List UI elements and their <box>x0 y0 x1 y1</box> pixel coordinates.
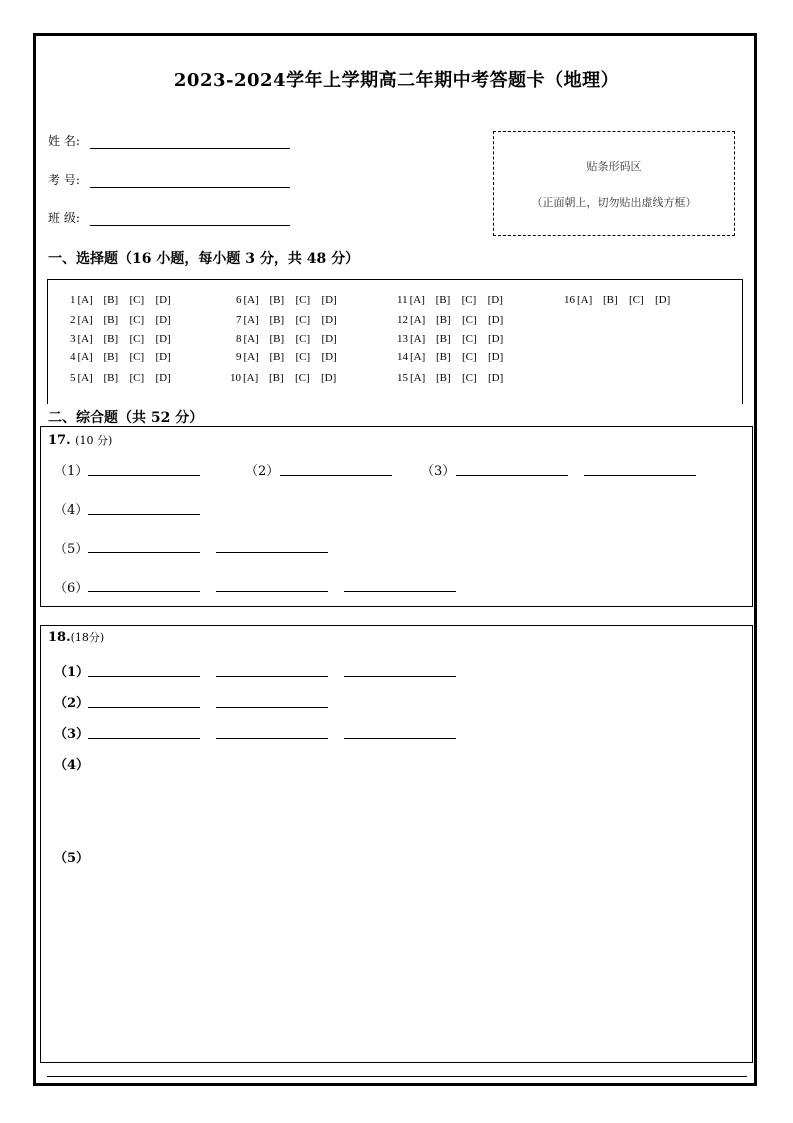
option-a[interactable]: [A] <box>243 372 259 384</box>
q17-part6-blank[interactable] <box>88 591 200 592</box>
option-b[interactable]: [B] <box>435 294 451 306</box>
option-c[interactable]: [C] <box>295 333 311 345</box>
option-b[interactable]: [B] <box>436 314 451 326</box>
option-b[interactable]: [B] <box>269 333 285 345</box>
q17-part5-blank[interactable] <box>216 552 328 553</box>
class-row <box>48 209 290 226</box>
option-d[interactable]: [D] <box>655 294 671 306</box>
q18-part1-blank[interactable] <box>344 676 456 677</box>
mc-question: 16 [A] [B] [C] [D] <box>564 294 681 306</box>
option-d[interactable]: [D] <box>155 351 171 363</box>
option-d[interactable]: [D] <box>321 351 337 363</box>
mc-question: 11 [A] [B] [C] [D] <box>397 294 514 306</box>
mc-question: 2 [A] [B] [C] [D] <box>70 314 182 326</box>
q18-part3-blank[interactable] <box>216 738 328 739</box>
mc-question: 3 [A] [B] [C] [D] <box>70 333 182 345</box>
q18-part3-blank[interactable] <box>344 738 456 739</box>
mc-question: 8 [A] [B] [C] [D] <box>236 333 348 345</box>
mc-question: 7 [A] [B] [C] [D] <box>236 314 348 326</box>
q18-part2-blank[interactable] <box>216 707 328 708</box>
option-c[interactable]: [C] <box>629 294 644 306</box>
option-b[interactable]: [B] <box>436 351 451 363</box>
q17-part6-blank[interactable] <box>216 591 328 592</box>
mc-question: 6 [A] [B] [C] [D] <box>236 294 348 306</box>
exam-id-label: 考 号: <box>48 173 80 187</box>
option-a[interactable]: [A] <box>410 314 426 326</box>
option-d[interactable]: [D] <box>321 294 337 306</box>
option-a[interactable]: [A] <box>410 372 426 384</box>
q17-part2-blank[interactable] <box>280 475 392 476</box>
option-d[interactable]: [D] <box>321 314 337 326</box>
option-b[interactable]: [B] <box>603 294 618 306</box>
q17-part2-label: （2） <box>245 464 280 479</box>
option-c[interactable]: [C] <box>295 351 311 363</box>
name-field[interactable] <box>90 134 290 149</box>
section2-title: 二、综合题（共 52 分） <box>48 410 204 426</box>
q17-part3-label: （3） <box>421 464 456 479</box>
option-b[interactable]: [B] <box>269 351 285 363</box>
option-d[interactable]: [D] <box>488 314 504 326</box>
option-c[interactable]: [C] <box>462 372 477 384</box>
q17-part1-blank[interactable] <box>88 475 200 476</box>
barcode-area <box>493 131 735 236</box>
option-c[interactable]: [C] <box>129 351 145 363</box>
q18-part3-label: （3） <box>54 727 90 742</box>
mc-question: 13 [A] [B] [C] [D] <box>397 333 514 345</box>
question-17-header: 17. (10 分) <box>48 433 113 448</box>
option-b[interactable]: [B] <box>269 294 285 306</box>
option-b[interactable]: [B] <box>436 333 451 345</box>
option-d[interactable]: [D] <box>488 333 504 345</box>
option-c[interactable]: [C] <box>295 314 311 326</box>
bottom-divider <box>47 1076 747 1077</box>
mc-question: 10 [A] [B] [C] [D] <box>230 372 347 384</box>
option-b[interactable]: [B] <box>103 314 119 326</box>
exam-id-row <box>48 171 290 188</box>
option-d[interactable]: [D] <box>487 294 503 306</box>
option-d[interactable]: [D] <box>488 372 504 384</box>
class-label: 班 级: <box>48 211 80 225</box>
option-c[interactable]: [C] <box>129 372 145 384</box>
option-a[interactable]: [A] <box>243 333 259 345</box>
option-d[interactable]: [D] <box>155 333 171 345</box>
page-title: 2023-2024学年上学期高二年期中考答题卡（地理） <box>173 70 620 91</box>
option-a[interactable]: [A] <box>77 351 93 363</box>
option-a[interactable]: [A] <box>243 294 259 306</box>
q17-part6-label: （6） <box>54 581 89 596</box>
option-d[interactable]: [D] <box>155 314 171 326</box>
q17-part1-label: （1） <box>54 464 89 479</box>
mc-question: 12 [A] [B] [C] [D] <box>397 314 514 326</box>
option-b[interactable]: [B] <box>436 372 451 384</box>
q18-part1-blank[interactable] <box>88 676 200 677</box>
q17-part4-label: （4） <box>54 503 89 518</box>
option-a[interactable]: [A] <box>243 351 259 363</box>
q17-part5-label: （5） <box>54 542 89 557</box>
option-c[interactable]: [C] <box>295 294 311 306</box>
q18-part2-label: （2） <box>54 696 90 711</box>
option-c[interactable]: [C] <box>129 314 145 326</box>
option-a[interactable]: [A] <box>77 314 93 326</box>
question-18-header: 18.(18分) <box>48 630 105 645</box>
question-18-box <box>40 625 753 1063</box>
option-c[interactable]: [C] <box>461 294 477 306</box>
q18-part1-label: （1） <box>54 665 90 680</box>
option-a[interactable]: [A] <box>410 333 426 345</box>
option-d[interactable]: [D] <box>321 333 337 345</box>
option-d[interactable]: [D] <box>488 351 504 363</box>
option-b[interactable]: [B] <box>103 333 119 345</box>
exam-id-field[interactable] <box>90 173 290 188</box>
q18-part1-blank[interactable] <box>216 676 328 677</box>
option-a[interactable]: [A] <box>243 314 259 326</box>
option-a[interactable]: [A] <box>577 294 593 306</box>
option-a[interactable]: [A] <box>77 372 93 384</box>
barcode-label: 贴条形码区 <box>586 160 642 173</box>
option-b[interactable]: [B] <box>269 314 285 326</box>
option-b[interactable]: [B] <box>103 351 119 363</box>
option-b[interactable]: [B] <box>269 372 284 384</box>
q17-part5-blank[interactable] <box>88 552 200 553</box>
q17-part6-blank[interactable] <box>344 591 456 592</box>
q17-part4-blank[interactable] <box>88 514 200 515</box>
option-c[interactable]: [C] <box>295 372 310 384</box>
option-c[interactable]: [C] <box>462 333 477 345</box>
section1-title: 一、选择题（16 小题，每小题 3 分，共 48 分） <box>48 251 360 267</box>
q18-part4-label: （4） <box>54 758 90 773</box>
option-b[interactable]: [B] <box>103 372 119 384</box>
q18-part3-blank[interactable] <box>88 738 200 739</box>
q18-part2-blank[interactable] <box>88 707 200 708</box>
option-c[interactable]: [C] <box>462 351 477 363</box>
option-c[interactable]: [C] <box>129 294 145 306</box>
class-field[interactable] <box>90 211 290 226</box>
option-c[interactable]: [C] <box>129 333 145 345</box>
mc-question: 15 [A] [B] [C] [D] <box>397 372 514 384</box>
option-a[interactable]: [A] <box>77 333 93 345</box>
option-a[interactable]: [A] <box>410 351 426 363</box>
option-d[interactable]: [D] <box>155 372 171 384</box>
option-c[interactable]: [C] <box>462 314 477 326</box>
option-a[interactable]: [A] <box>409 294 425 306</box>
question-17-box <box>40 426 753 607</box>
mc-question: 4 [A] [B] [C] [D] <box>70 351 182 363</box>
q18-part5-label: （5） <box>54 851 90 866</box>
option-d[interactable]: [D] <box>155 294 171 306</box>
option-d[interactable]: [D] <box>321 372 337 384</box>
mc-question: 14 [A] [B] [C] [D] <box>397 351 514 363</box>
mc-question: 1 [A] [B] [C] [D] <box>70 294 182 306</box>
q17-part3-blank[interactable] <box>584 475 696 476</box>
barcode-instruction: （正面朝上，切勿贴出虚线方框） <box>531 196 697 209</box>
option-b[interactable]: [B] <box>103 294 119 306</box>
name-label: 姓 名: <box>48 134 80 148</box>
mc-question: 5 [A] [B] [C] [D] <box>70 372 182 384</box>
option-a[interactable]: [A] <box>77 294 93 306</box>
name-row <box>48 132 290 149</box>
mc-question: 9 [A] [B] [C] [D] <box>236 351 348 363</box>
q17-part3-blank[interactable] <box>456 475 568 476</box>
